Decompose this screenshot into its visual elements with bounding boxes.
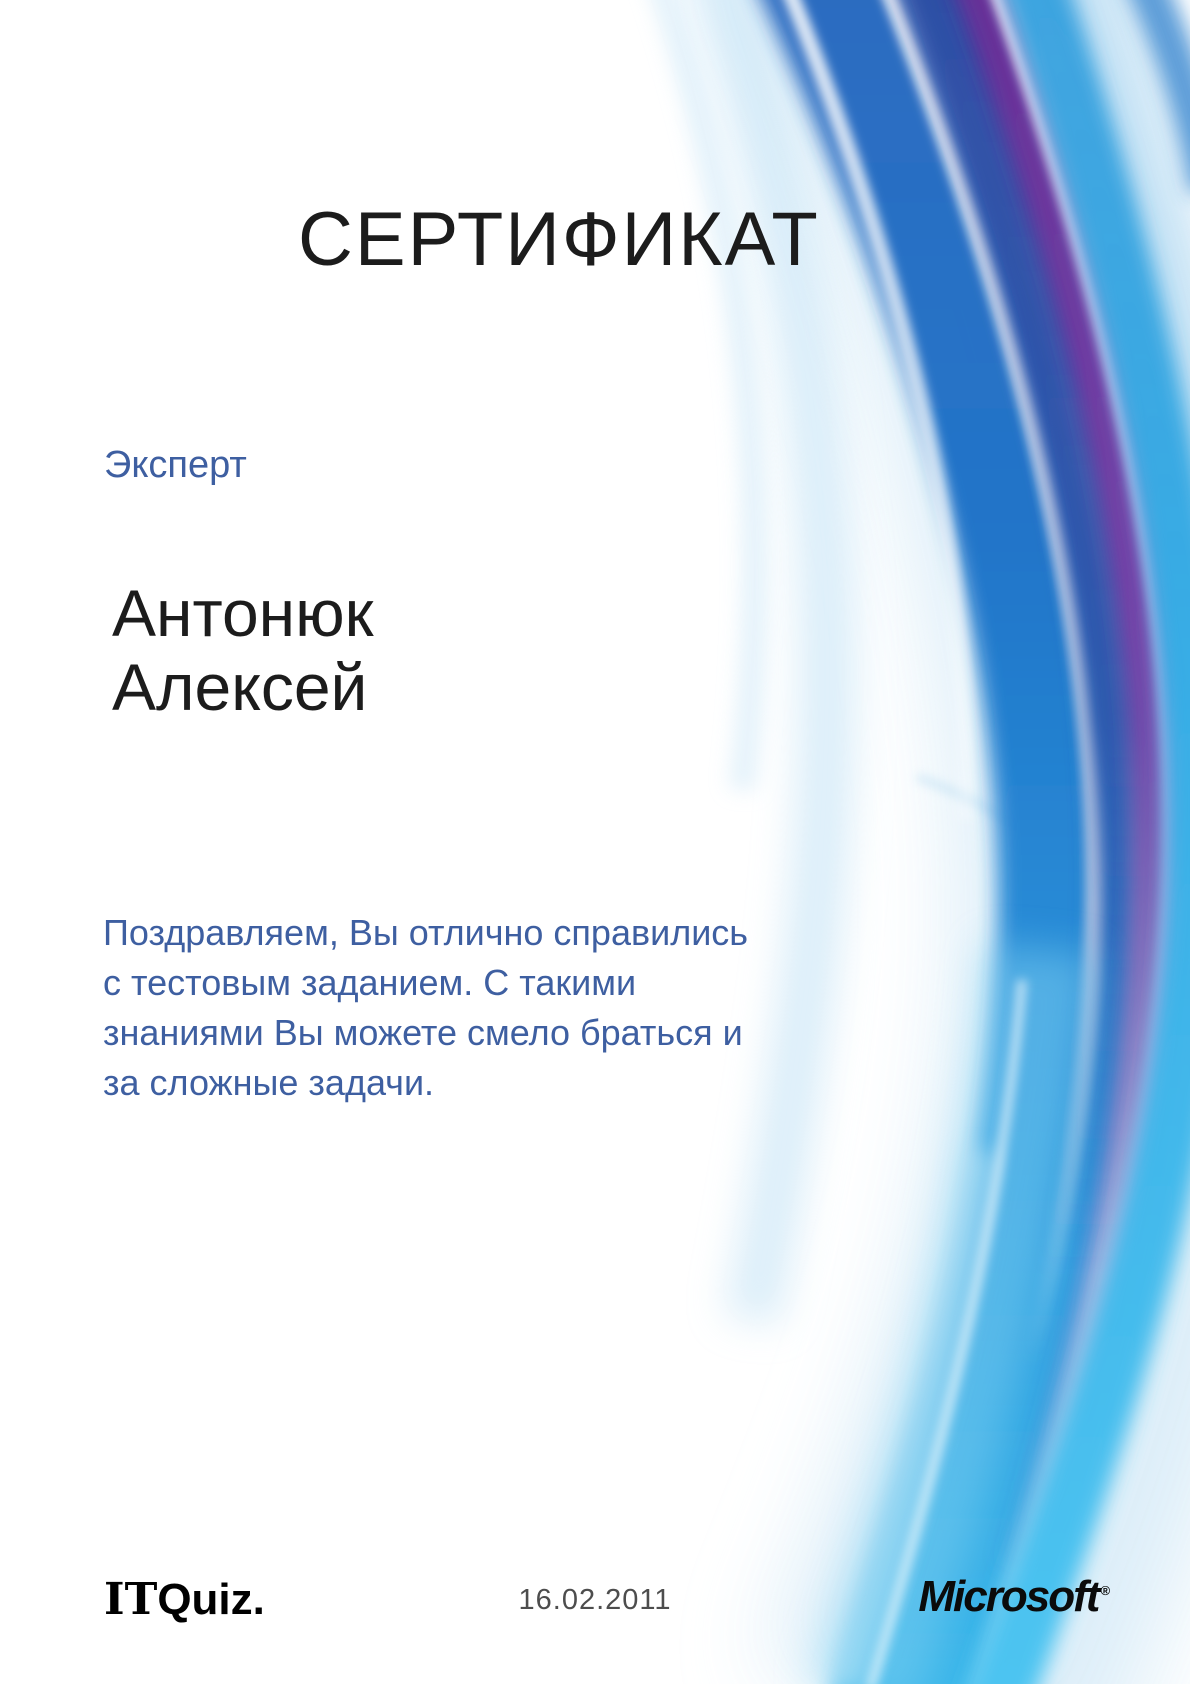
- itquiz-logo-suffix: Quiz.: [157, 1575, 265, 1624]
- itquiz-logo: [104, 1574, 265, 1625]
- microsoft-logo: [918, 1572, 1110, 1622]
- message-line: Поздравляем, Вы отлично справились: [103, 912, 749, 953]
- recipient-name: [112, 576, 374, 724]
- registered-trademark-symbol: ®: [1100, 1583, 1110, 1599]
- recipient-first-name: Алексей: [112, 650, 368, 724]
- itquiz-logo-prefix: IT: [104, 1574, 158, 1625]
- role-label: Эксперт: [104, 444, 247, 486]
- message-line: знаниями Вы можете смело браться и: [103, 1012, 743, 1053]
- issue-date: 16.02.2011: [518, 1584, 672, 1616]
- recipient-last-name: Антонюк: [112, 576, 374, 650]
- microsoft-logo-wordmark: Microsoft: [918, 1572, 1099, 1621]
- message-line: за сложные задачи.: [103, 1062, 435, 1103]
- message-line: с тестовым заданием. С такими: [103, 962, 637, 1003]
- congratulation-message: [103, 908, 803, 1108]
- certificate-title: СЕРТИФИКАТ: [298, 197, 820, 282]
